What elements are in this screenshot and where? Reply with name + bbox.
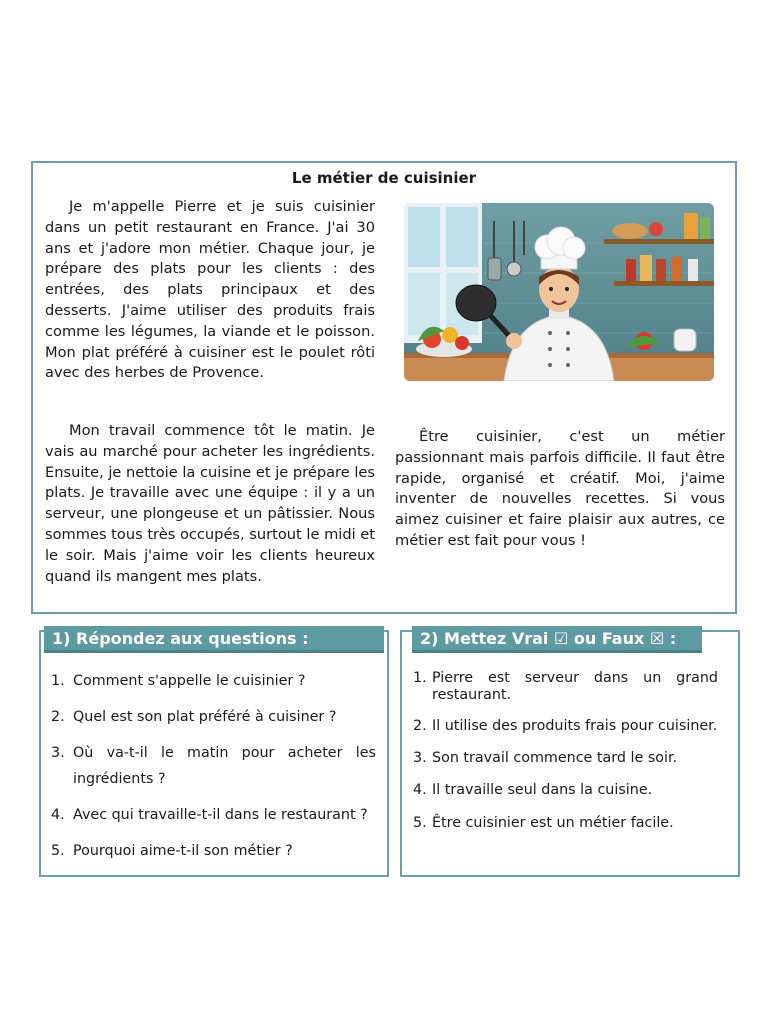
- statement-number: 3.: [413, 749, 427, 766]
- statement-text: Il utilise des produits frais pour cuisiner.: [432, 718, 718, 734]
- questions-panel: [39, 630, 389, 877]
- statement-text: Pierre est serveur dans un grand restaurant.: [432, 670, 718, 703]
- question-number: 2.: [51, 709, 65, 725]
- question-4: [51, 802, 376, 828]
- true-false-panel: [400, 630, 740, 877]
- questions-list: [51, 668, 376, 874]
- statement-3: [413, 750, 718, 767]
- question-text: Pourquoi aime-t-il son métier ?: [73, 843, 293, 859]
- question-5: [51, 838, 376, 864]
- question-number: 4.: [51, 807, 65, 823]
- statement-5: [413, 815, 718, 832]
- question-number: 5.: [51, 843, 65, 859]
- reading-box: [31, 161, 737, 614]
- questions-header: 1) Répondez aux questions :: [44, 626, 384, 653]
- paragraph-3: Être cuisinier, c'est un métier passionnant mais parfois difficile. Il faut être rapide, organisé et créatif. Moi, j'aime inventer de nouvelles recettes. Si vous aimez cuisiner et faire plaisir aux autres, ce métier est fait pour vous !: [395, 428, 725, 549]
- paragraph-1: Je m'appelle Pierre et je suis cuisinier dans un petit restaurant en France. J'ai 30 ans et j'adore mon métier. Chaque jour, je prépare des plats pour les clients : des entrées, des plats principaux et des desserts. J'aime utiliser des produits frais comme les légumes, la viande et le poisson. Mon plat préféré à cuisiner est le poulet rôti avec des herbes de Provence.: [45, 198, 375, 382]
- page-title: Le métier de cuisinier: [291, 169, 477, 187]
- true-false-list: [413, 670, 718, 846]
- question-1: [51, 668, 376, 694]
- true-false-header: 2) Mettez Vrai ☑ ou Faux ☒ :: [412, 626, 702, 653]
- chef-in-kitchen-image: [404, 203, 714, 381]
- statement-1: [413, 670, 718, 703]
- statement-text: Il travaille seul dans la cuisine.: [432, 782, 653, 798]
- statement-4: [413, 782, 718, 799]
- statement-text: Son travail commence tard le soir.: [432, 749, 678, 766]
- question-text: Avec qui travaille-t-il dans le restaurant ?: [73, 807, 368, 823]
- statement-number: 5.: [413, 814, 427, 831]
- statement-number: 2.: [413, 718, 427, 734]
- statement-text: Être cuisinier est un métier facile.: [432, 814, 674, 831]
- question-number: 3.: [51, 745, 65, 761]
- question-2: [51, 704, 376, 730]
- statement-number: 1.: [413, 670, 427, 686]
- question-text: Quel est son plat préféré à cuisiner ?: [73, 709, 337, 725]
- question-3: [51, 740, 376, 792]
- chef-illustration: [404, 203, 714, 381]
- statement-2: [413, 718, 718, 735]
- statement-number: 4.: [413, 782, 427, 798]
- paragraph-2: Mon travail commence tôt le matin. Je vais au marché pour acheter les ingrédients. Ensuite, je nettoie la cuisine et je prépare les plats. Je travaille avec une équipe : il y a un serveur, une plongeuse et un pâtissier. Nous sommes tous très occupés, surtout le midi et le soir. Mais j'aime voir les clients heureux quand ils mangent mes plats.: [45, 422, 376, 585]
- question-text: Comment s'appelle le cuisinier ?: [73, 673, 306, 689]
- question-number: 1.: [51, 673, 65, 689]
- question-text: Où va-t-il le matin pour acheter les ingrédients ?: [73, 745, 376, 787]
